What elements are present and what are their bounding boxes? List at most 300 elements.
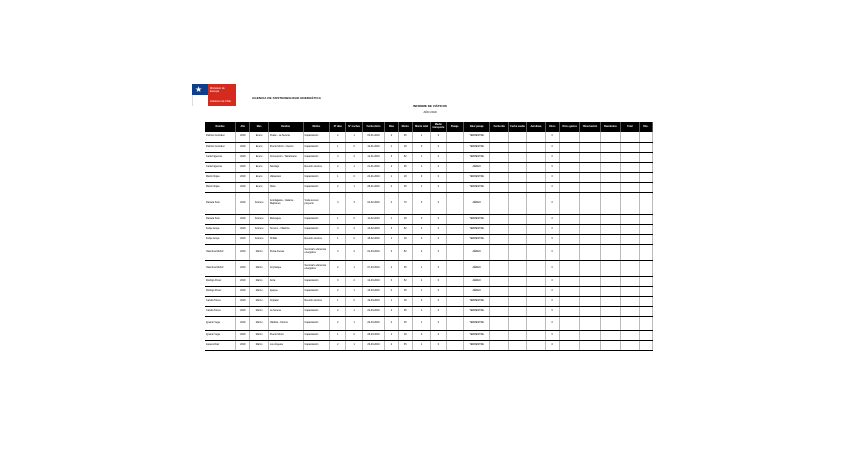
table-cell: 07-03-2019 bbox=[362, 260, 384, 276]
table-cell bbox=[580, 192, 600, 214]
table-cell: TERRESTRE bbox=[463, 296, 490, 306]
table-cell: AÉREO bbox=[463, 162, 490, 172]
table-cell: Talca bbox=[268, 182, 303, 192]
table-cell bbox=[580, 172, 600, 182]
star-icon: ★ bbox=[195, 85, 203, 94]
table-cell bbox=[559, 192, 579, 214]
table-cell bbox=[639, 330, 652, 340]
table-row bbox=[205, 214, 653, 224]
table-row bbox=[205, 306, 653, 316]
table-cell bbox=[446, 132, 463, 142]
table-cell: 1 bbox=[412, 340, 430, 350]
table-cell bbox=[508, 192, 526, 214]
table-cell: 0 bbox=[431, 340, 446, 350]
table-cell: Martín Rojas bbox=[205, 182, 236, 192]
table-cell: 1 bbox=[346, 316, 362, 330]
table-cell: 0 bbox=[431, 224, 446, 234]
table-row bbox=[205, 152, 653, 162]
table-cell bbox=[508, 340, 526, 350]
table-cell: 0 bbox=[431, 162, 446, 172]
table-cell bbox=[559, 172, 579, 182]
table-cell: Felipe Araya bbox=[205, 234, 236, 244]
table-cell bbox=[621, 276, 639, 286]
table-cell: Rancagua bbox=[268, 214, 303, 224]
table-cell bbox=[490, 152, 508, 162]
table-cell bbox=[621, 162, 639, 172]
table-cell: 3 bbox=[330, 152, 346, 162]
table-cell: Rodrigo Pérez bbox=[205, 276, 236, 286]
table-cell bbox=[600, 172, 620, 182]
table-cell: Rodrigo Pérez bbox=[205, 286, 236, 296]
table-cell: 0 bbox=[346, 234, 362, 244]
table-cell: 0 bbox=[412, 330, 430, 340]
table-cell: TERRESTRE bbox=[463, 172, 490, 182]
table-cell: Concepción - Talcahuano bbox=[268, 152, 303, 162]
table-row bbox=[205, 244, 653, 260]
table-cell bbox=[446, 276, 463, 286]
table-cell: Marzo bbox=[250, 340, 268, 350]
table-cell: 0 bbox=[545, 152, 559, 162]
table-cell: Enero bbox=[250, 162, 268, 172]
table-cell: 18 bbox=[398, 172, 412, 182]
table-cell bbox=[580, 306, 600, 316]
table-cell bbox=[639, 192, 652, 214]
table-cell: 0 bbox=[545, 276, 559, 286]
table-cell bbox=[559, 162, 579, 172]
table-cell bbox=[600, 214, 620, 224]
table-cell: Ignacio Vega bbox=[205, 316, 236, 330]
table-cell bbox=[600, 316, 620, 330]
table-cell bbox=[639, 172, 652, 182]
table-cell: 0 bbox=[431, 260, 446, 276]
document-subtitle: AÑO 2019 bbox=[423, 110, 437, 114]
column-header: Nombre bbox=[205, 122, 236, 132]
table-cell: 35 bbox=[398, 162, 412, 172]
table-cell bbox=[580, 276, 600, 286]
table-cell bbox=[559, 276, 579, 286]
column-header: Reembolso bbox=[600, 122, 620, 132]
table-cell: 0 bbox=[545, 260, 559, 276]
table-cell: 13-02-2019 bbox=[362, 224, 384, 234]
table-cell bbox=[508, 316, 526, 330]
table-cell bbox=[600, 296, 620, 306]
table-cell bbox=[527, 224, 545, 234]
table-cell bbox=[559, 234, 579, 244]
table-cell bbox=[559, 152, 579, 162]
table-cell bbox=[580, 260, 600, 276]
table-cell bbox=[559, 296, 579, 306]
table-cell bbox=[639, 296, 652, 306]
table-cell bbox=[527, 316, 545, 330]
table-cell: 0 bbox=[545, 162, 559, 172]
table-row bbox=[205, 234, 653, 244]
table-row bbox=[205, 142, 653, 152]
table-cell: 2 bbox=[330, 306, 346, 316]
table-cell bbox=[446, 214, 463, 224]
table-cell bbox=[446, 296, 463, 306]
table-cell: 35 bbox=[398, 286, 412, 296]
table-cell: Reunión técnica bbox=[303, 234, 330, 244]
table-cell: Marzo bbox=[250, 316, 268, 330]
table-cell bbox=[490, 244, 508, 260]
table-cell bbox=[490, 162, 508, 172]
table-cell: Marzo bbox=[250, 276, 268, 286]
table-cell: Punta Arenas bbox=[268, 244, 303, 260]
table-cell: 2 bbox=[412, 276, 430, 286]
table-cell bbox=[490, 286, 508, 296]
table-cell bbox=[559, 260, 579, 276]
table-cell bbox=[600, 234, 620, 244]
table-cell bbox=[508, 286, 526, 296]
table-cell: 2019 bbox=[236, 172, 250, 182]
table-cell: Valparaíso bbox=[268, 172, 303, 182]
table-cell bbox=[621, 260, 639, 276]
table-cell: Enero bbox=[250, 182, 268, 192]
table-cell: 1 bbox=[412, 260, 430, 276]
table-cell bbox=[639, 340, 652, 350]
table-cell bbox=[600, 132, 620, 142]
table-cell: 1 bbox=[385, 296, 398, 306]
table-cell: 2 bbox=[385, 260, 398, 276]
table-cell: Daniela Soto bbox=[205, 214, 236, 224]
table-cell: AÉREO bbox=[463, 286, 490, 296]
table-cell: 1 bbox=[412, 182, 430, 192]
table-cell bbox=[446, 286, 463, 296]
table-cell: 21-01-2019 bbox=[362, 162, 384, 172]
table-cell bbox=[508, 214, 526, 224]
table-cell bbox=[600, 276, 620, 286]
table-cell bbox=[446, 192, 463, 214]
table-cell bbox=[527, 296, 545, 306]
table-cell bbox=[580, 330, 600, 340]
table-cell bbox=[508, 172, 526, 182]
table-cell bbox=[508, 162, 526, 172]
table-cell: 0 bbox=[545, 214, 559, 224]
table-cell: TERRESTRE bbox=[463, 224, 490, 234]
table-cell: 1 bbox=[412, 152, 430, 162]
table-cell: 0 bbox=[431, 172, 446, 182]
table-cell: Capacitación bbox=[303, 316, 330, 330]
table-cell: AÉREO bbox=[463, 244, 490, 260]
column-header: Obs. bbox=[639, 122, 652, 132]
table-cell bbox=[621, 214, 639, 224]
table-cell: 0 bbox=[431, 306, 446, 316]
table-cell: 2019 bbox=[236, 296, 250, 306]
table-cell: 0 bbox=[431, 296, 446, 306]
table-cell bbox=[639, 152, 652, 162]
table-cell bbox=[527, 172, 545, 182]
table-cell: Capacitación bbox=[303, 152, 330, 162]
table-cell: TERRESTRE bbox=[463, 330, 490, 340]
table-cell bbox=[527, 276, 545, 286]
table-cell: Camila Torres bbox=[205, 306, 236, 316]
table-cell: Febrero bbox=[250, 234, 268, 244]
table-cell bbox=[621, 316, 639, 330]
table-cell: 18 bbox=[398, 234, 412, 244]
table-cell: Capacitación bbox=[303, 330, 330, 340]
column-header: Fecha ida bbox=[490, 122, 508, 132]
table-cell: 0 bbox=[431, 244, 446, 260]
column-header: Destino bbox=[268, 122, 303, 132]
table-cell bbox=[527, 330, 545, 340]
table-cell bbox=[527, 286, 545, 296]
column-header: Pasaje bbox=[446, 122, 463, 132]
table-body bbox=[205, 132, 653, 350]
table-cell: Patricio Gonzalez bbox=[205, 142, 236, 152]
table-cell: 35 bbox=[398, 340, 412, 350]
table-cell bbox=[527, 306, 545, 316]
table-cell: Marzo bbox=[250, 286, 268, 296]
table-cell: 22-03-2019 bbox=[362, 306, 384, 316]
viaticos-table bbox=[205, 122, 653, 351]
table-cell bbox=[508, 234, 526, 244]
table-cell bbox=[621, 182, 639, 192]
table-cell: Arica bbox=[268, 276, 303, 286]
table-cell bbox=[600, 192, 620, 214]
table-cell: AÉREO bbox=[463, 276, 490, 286]
table-cell: 0 bbox=[545, 192, 559, 214]
table-cell: 1 bbox=[330, 214, 346, 224]
table-cell: 0 bbox=[431, 214, 446, 224]
table-cell bbox=[490, 172, 508, 182]
table-cell: 18 bbox=[398, 214, 412, 224]
table-cell: 1 bbox=[330, 234, 346, 244]
table-cell: 18 bbox=[398, 142, 412, 152]
table-cell bbox=[446, 316, 463, 330]
table-cell: Capacitación bbox=[303, 224, 330, 234]
table-cell: La Serena bbox=[268, 306, 303, 316]
table-cell: Puerto Montt - Osorno bbox=[268, 142, 303, 152]
table-cell bbox=[639, 182, 652, 192]
table-cell: 2 bbox=[385, 162, 398, 172]
table-cell: 2 bbox=[330, 182, 346, 192]
table-cell: 1 bbox=[330, 296, 346, 306]
table-cell: 2019 bbox=[236, 340, 250, 350]
table-row bbox=[205, 340, 653, 350]
table-cell bbox=[490, 330, 508, 340]
table-cell: Visita terreno proyecto bbox=[303, 192, 330, 214]
table-cell: 35 bbox=[398, 316, 412, 330]
table-cell bbox=[490, 296, 508, 306]
table-cell: Temuco - Villarrica bbox=[268, 224, 303, 234]
table-row bbox=[205, 296, 653, 306]
table-cell: Marzo bbox=[250, 244, 268, 260]
table-cell: 2019 bbox=[236, 192, 250, 214]
table-cell: 1 bbox=[385, 330, 398, 340]
column-header: Otros gastos bbox=[559, 122, 579, 132]
table-cell bbox=[446, 340, 463, 350]
table-cell: Valdivia - Osorno bbox=[268, 316, 303, 330]
table-cell: 3 bbox=[385, 244, 398, 260]
table-cell bbox=[580, 152, 600, 162]
table-cell: 0 bbox=[545, 142, 559, 152]
column-header: N° días bbox=[330, 122, 346, 132]
column-header: Otros bbox=[545, 122, 559, 132]
table-cell: Copiapó bbox=[268, 296, 303, 306]
org-name: AGENCIA DE SOSTENIBILIDAD ENERGÉTICA bbox=[252, 96, 321, 100]
table-cell bbox=[621, 192, 639, 214]
table-cell: 0 bbox=[346, 214, 362, 224]
table-cell bbox=[639, 234, 652, 244]
table-cell: 0 bbox=[412, 234, 430, 244]
table-cell: 0 bbox=[545, 296, 559, 306]
table-cell bbox=[639, 214, 652, 224]
table-cell bbox=[527, 142, 545, 152]
table-cell: 1 bbox=[385, 214, 398, 224]
table-cell: Capacitación bbox=[303, 276, 330, 286]
table-cell: 0 bbox=[346, 142, 362, 152]
table-cell bbox=[639, 306, 652, 316]
table-cell: 4 bbox=[330, 192, 346, 214]
table-cell: AÉREO bbox=[463, 260, 490, 276]
table-cell: 0 bbox=[346, 330, 362, 340]
table-cell: 2 bbox=[346, 276, 362, 286]
table-cell: 35 bbox=[398, 132, 412, 142]
table-cell bbox=[559, 340, 579, 350]
table-cell bbox=[490, 182, 508, 192]
table-cell: 3 bbox=[385, 152, 398, 162]
table-cell: TERRESTRE bbox=[463, 340, 490, 350]
table-cell: 3 bbox=[330, 244, 346, 260]
table-cell bbox=[559, 182, 579, 192]
table-cell: 0 bbox=[545, 132, 559, 142]
table-cell: 2 bbox=[385, 132, 398, 142]
table-cell: 28-01-2019 bbox=[362, 182, 384, 192]
table-cell: TERRESTRE bbox=[463, 234, 490, 244]
table-cell: 2019 bbox=[236, 152, 250, 162]
table-cell bbox=[639, 162, 652, 172]
table-cell bbox=[527, 234, 545, 244]
table-cell: Chillán bbox=[268, 234, 303, 244]
table-cell: Seminario eficiencia energética bbox=[303, 244, 330, 260]
column-header: Monto total bbox=[412, 122, 430, 132]
table-row bbox=[205, 172, 653, 182]
table-cell bbox=[639, 260, 652, 276]
table-cell: 2019 bbox=[236, 286, 250, 296]
table-cell: Reunión técnica bbox=[303, 162, 330, 172]
table-cell: Carla Figueroa bbox=[205, 152, 236, 162]
table-cell: 1 bbox=[346, 260, 362, 276]
table-cell: Marzo bbox=[250, 306, 268, 316]
table-row bbox=[205, 330, 653, 340]
table-cell: 1 bbox=[330, 142, 346, 152]
table-cell bbox=[639, 142, 652, 152]
table-cell: 1 bbox=[346, 286, 362, 296]
table-cell bbox=[580, 142, 600, 152]
table-cell: Capacitación bbox=[303, 286, 330, 296]
table-cell: 2019 bbox=[236, 224, 250, 234]
table-cell: 2 bbox=[330, 316, 346, 330]
table-cell: 1 bbox=[412, 316, 430, 330]
table-cell bbox=[490, 316, 508, 330]
table-cell: 3 bbox=[346, 192, 362, 214]
table-cell: 11-02-2019 bbox=[362, 214, 384, 224]
table-cell: 0 bbox=[545, 316, 559, 330]
table-cell: TERRESTRE bbox=[463, 182, 490, 192]
table-cell: 2019 bbox=[236, 260, 250, 276]
column-header: Fecha vuelta bbox=[508, 122, 526, 132]
table-cell: 0 bbox=[412, 296, 430, 306]
table-cell bbox=[527, 162, 545, 172]
table-row bbox=[205, 162, 653, 172]
table-cell bbox=[508, 132, 526, 142]
table-header bbox=[205, 122, 653, 132]
table-cell: 04-02-2019 bbox=[362, 192, 384, 214]
table-cell: 0 bbox=[545, 340, 559, 350]
table-cell bbox=[639, 316, 652, 330]
table-cell: 2 bbox=[346, 224, 362, 234]
table-cell bbox=[621, 224, 639, 234]
table-cell bbox=[559, 132, 579, 142]
table-cell: 3 bbox=[330, 224, 346, 234]
table-cell bbox=[446, 162, 463, 172]
table-cell bbox=[446, 330, 463, 340]
table-cell bbox=[490, 260, 508, 276]
table-cell: 0 bbox=[545, 172, 559, 182]
table-cell: 0 bbox=[545, 182, 559, 192]
table-cell bbox=[559, 224, 579, 234]
table-cell: AÉREO bbox=[463, 192, 490, 214]
table-row bbox=[205, 224, 653, 234]
table-cell bbox=[580, 214, 600, 224]
table-cell: 14-01-2019 bbox=[362, 152, 384, 162]
table-cell: 10-01-2019 bbox=[362, 142, 384, 152]
table-cell: 0 bbox=[545, 306, 559, 316]
column-header: Fecha inicio bbox=[362, 122, 384, 132]
table-cell: 2019 bbox=[236, 142, 250, 152]
table-cell bbox=[508, 244, 526, 260]
table-cell bbox=[490, 214, 508, 224]
table-cell: 2019 bbox=[236, 276, 250, 286]
table-cell bbox=[580, 286, 600, 296]
table-cell: Marzo bbox=[250, 296, 268, 306]
table-cell bbox=[600, 330, 620, 340]
table-cell: 0 bbox=[545, 244, 559, 260]
table-cell bbox=[639, 276, 652, 286]
table-row bbox=[205, 286, 653, 296]
table-cell: 12-03-2019 bbox=[362, 276, 384, 286]
table-cell: Seminario eficiencia energética bbox=[303, 260, 330, 276]
table-cell bbox=[446, 244, 463, 260]
table-cell: 52 bbox=[398, 276, 412, 286]
table-cell: 2019 bbox=[236, 244, 250, 260]
table-cell: 70 bbox=[398, 192, 412, 214]
table-cell bbox=[490, 192, 508, 214]
table-cell: 2 bbox=[346, 152, 362, 162]
table-cell: Enero bbox=[250, 172, 268, 182]
table-cell: 18-02-2019 bbox=[362, 234, 384, 244]
table-cell bbox=[600, 340, 620, 350]
table-cell bbox=[600, 152, 620, 162]
table-cell: 2019 bbox=[236, 306, 250, 316]
table-cell bbox=[527, 214, 545, 224]
table-cell: 2 bbox=[412, 224, 430, 234]
table-cell: 2019 bbox=[236, 316, 250, 330]
table-cell: 0 bbox=[431, 132, 446, 142]
table-cell bbox=[639, 132, 652, 142]
table-cell: Capacitación bbox=[303, 182, 330, 192]
table-cell: 15-03-2019 bbox=[362, 286, 384, 296]
table-cell bbox=[527, 340, 545, 350]
logo-top-text: Ministerio de Energía bbox=[210, 87, 225, 93]
gobierno-logo bbox=[192, 84, 236, 106]
table-cell: 28-03-2019 bbox=[362, 330, 384, 340]
column-header: N° noches bbox=[346, 122, 362, 132]
column-header: Días bbox=[385, 122, 398, 132]
table-cell bbox=[580, 316, 600, 330]
table-cell bbox=[490, 306, 508, 316]
table-cell: Capacitación bbox=[303, 142, 330, 152]
